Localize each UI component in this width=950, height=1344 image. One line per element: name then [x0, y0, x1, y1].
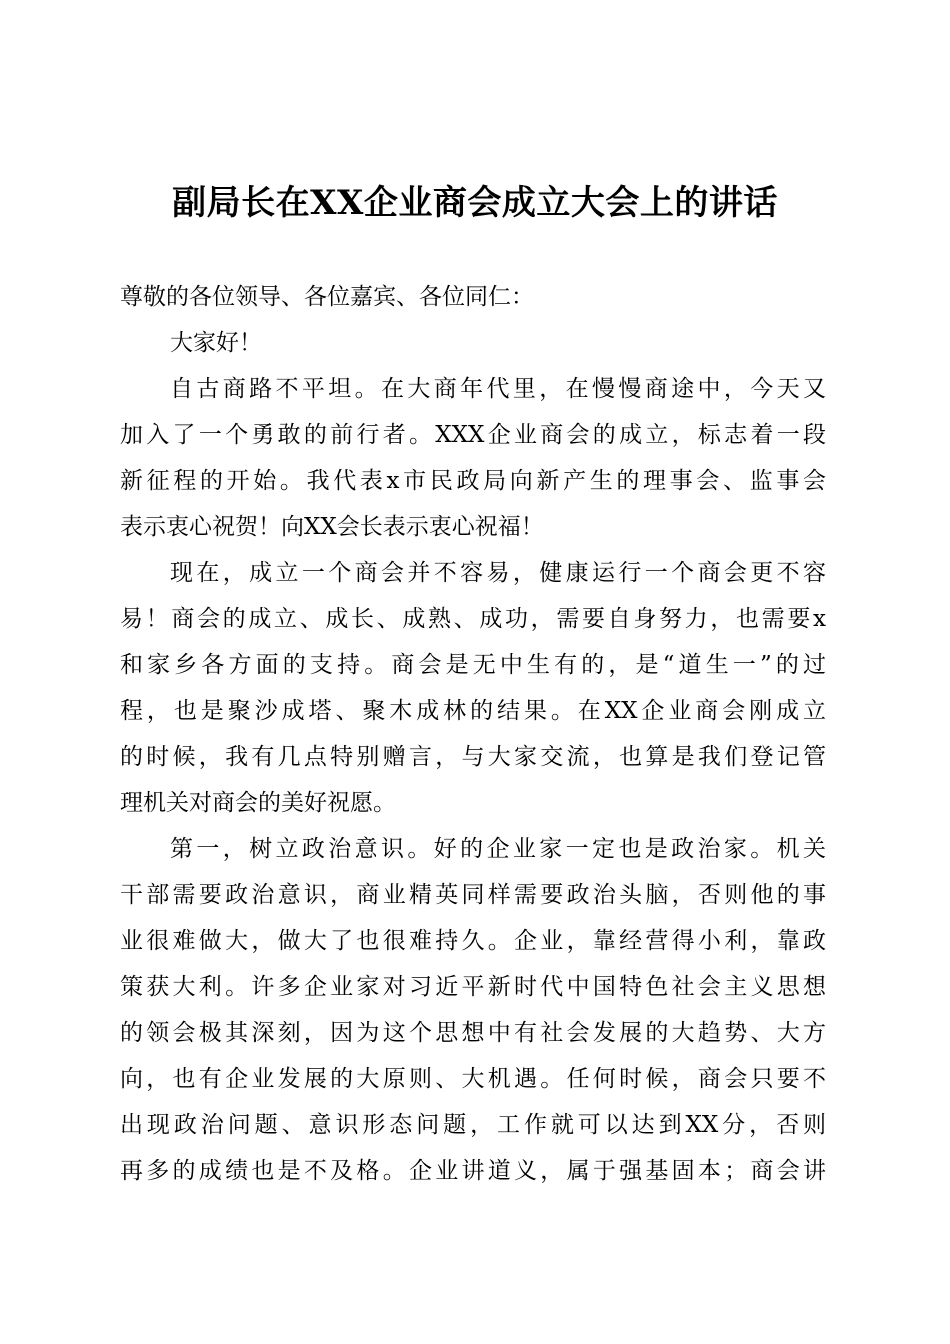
- document-title: 副局长在XX企业商会成立大会上的讲话: [172, 183, 778, 223]
- greeting: 大家好！: [170, 330, 262, 356]
- paragraph-line: 第一，树立政治意识。好的企业家一定也是政治家。机关: [170, 836, 826, 862]
- paragraph-line: 程，也是聚沙成塔、聚木成林的结果。在XX企业商会刚成立: [120, 698, 826, 724]
- paragraph-line: 易！商会的成立、成长、成熟、成功，需要自身努力，也需要x: [120, 606, 826, 632]
- paragraph-line: 再多的成绩也是不及格。企业讲道义，属于强基固本；商会讲: [120, 1158, 826, 1184]
- paragraph-line: 加入了一个勇敢的前行者。XXX企业商会的成立，标志着一段: [120, 422, 826, 448]
- salutation: 尊敬的各位领导、各位嘉宾、各位同仁：: [120, 284, 534, 310]
- document-body: [120, 274, 826, 1194]
- paragraph-line: 和家乡各方面的支持。商会是无中生有的，是“道生一”的过: [120, 652, 826, 678]
- paragraph-line: 自古商路不平坦。在大商年代里，在慢慢商途中，今天又: [170, 376, 826, 402]
- paragraph-line: 表示衷心祝贺！向XX会长表示衷心祝福！: [120, 514, 544, 540]
- paragraph-3: [120, 826, 826, 1194]
- paragraph-line: 干部需要政治意识，商业精英同样需要政治头脑，否则他的事: [120, 882, 826, 908]
- paragraph-line: 出现政治问题、意识形态问题，工作就可以达到XX分，否则: [120, 1112, 826, 1138]
- paragraph-line: 理机关对商会的美好祝愿。: [120, 790, 396, 816]
- paragraph-line: 策获大利。许多企业家对习近平新时代中国特色社会主义思想: [120, 974, 826, 1000]
- paragraph-line: 新征程的开始。我代表x市民政局向新产生的理事会、监事会: [120, 468, 826, 494]
- paragraph-1: [120, 366, 826, 550]
- paragraph-2: [120, 550, 826, 826]
- paragraph-line: 向，也有企业发展的大原则、大机遇。任何时候，商会只要不: [120, 1066, 826, 1092]
- paragraph-line: 现在，成立一个商会并不容易，健康运行一个商会更不容: [170, 560, 826, 586]
- paragraph-line: 的时候，我有几点特别赠言，与大家交流，也算是我们登记管: [120, 744, 826, 770]
- paragraph-line: 的领会极其深刻，因为这个思想中有社会发展的大趋势、大方: [120, 1020, 826, 1046]
- paragraph-line: 业很难做大，做大了也很难持久。企业，靠经营得小利，靠政: [120, 928, 826, 954]
